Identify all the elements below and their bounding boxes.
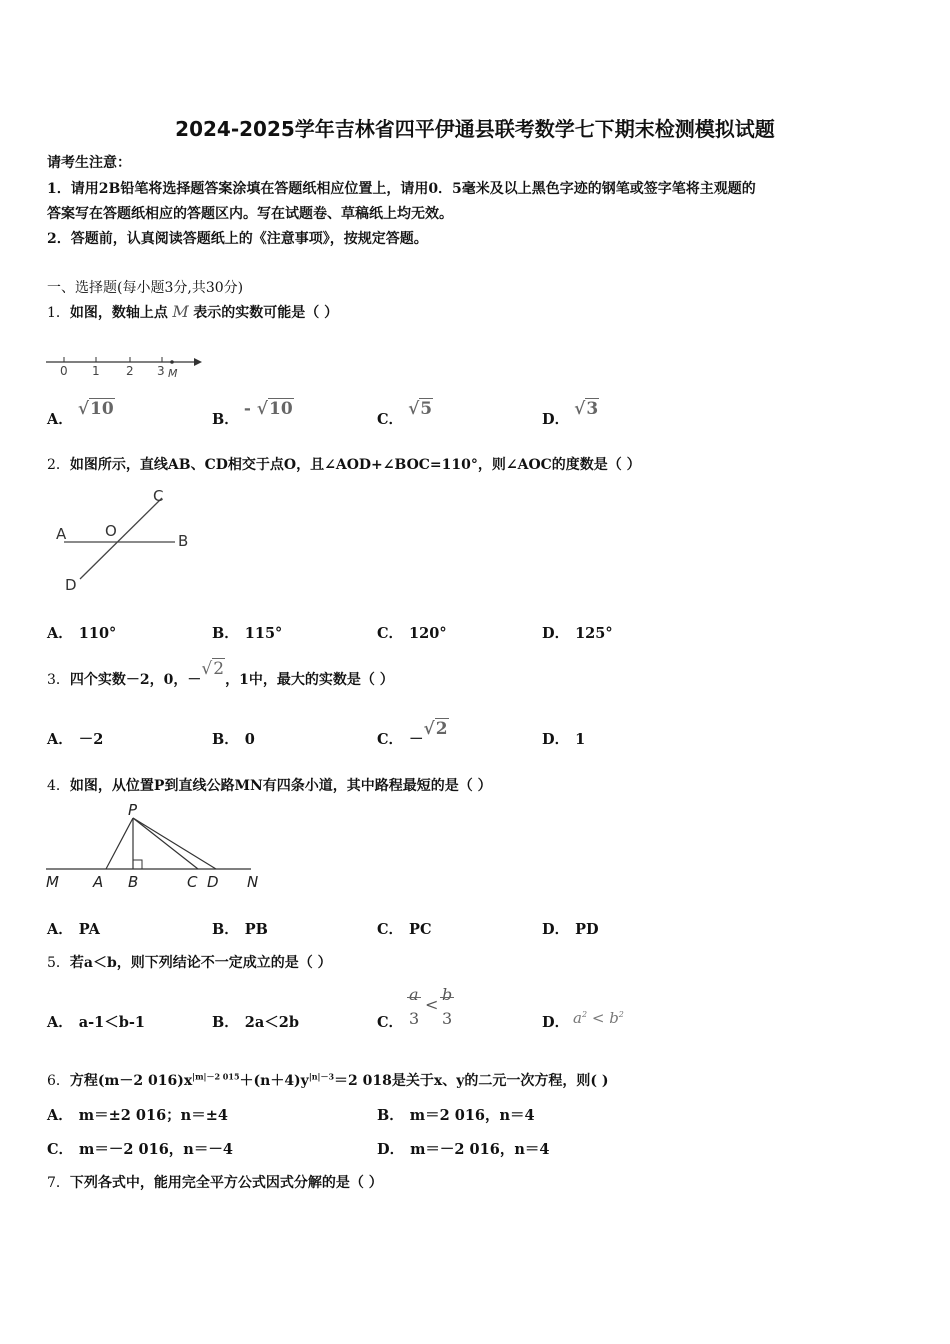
option-value: 115° [244,625,283,642]
line-cd [80,498,162,579]
tick-label: 0 [60,364,68,378]
option-letter: C． [377,1014,404,1031]
number-line-figure [44,352,204,380]
radicand: 5 [420,399,433,419]
notice-heading: 请考生注意： [47,155,131,171]
question-number: 5． [47,955,70,971]
question-text: 表示的实数可能是（ ） [193,305,339,321]
q6-option-a[interactable] [47,1104,228,1125]
label-d: D [207,873,219,891]
question-3 [47,659,394,689]
option-value: PC [409,921,432,938]
option-letter: A． [47,625,73,642]
label-o: O [105,522,117,540]
option-value: 125° [575,625,613,642]
radicand: 2 [435,719,448,739]
fraction-bar [440,997,454,998]
option-letter: A． [47,731,73,748]
option-value: m＝±2 016；n＝±4 [78,1107,228,1124]
option-letter: A． [47,921,73,938]
option-letter: A． [47,1107,73,1124]
label-b: B [178,532,189,550]
denominator: 3 [409,1009,420,1028]
label-c: C [187,873,198,891]
option-letter: B． [212,921,239,938]
q5-option-b[interactable] [212,1011,299,1032]
question-text: 如图，数轴上点 [69,305,168,321]
option-letter: A． [47,1014,73,1031]
q1-option-c[interactable] [377,399,433,429]
page-title: 2024-2025学年吉林省四平伊通县联考数学七下期末检测模拟试题 [175,117,775,141]
tick-label: 1 [92,364,100,378]
q2-option-a[interactable] [47,622,116,643]
less-than-sign: < [425,995,439,1014]
roads-figure [44,800,269,892]
radicand: 3 [586,399,599,419]
question-text: ＋(n＋4)y [239,1073,309,1089]
sqrt-expression: √10 [77,399,114,419]
exponent: |m|－2 015 [192,1071,240,1082]
q4-option-b[interactable] [212,918,268,939]
question-text: ＝2 018是关于x、y的二元一次方程，则( ) [334,1073,609,1089]
variable-m: M [172,302,189,321]
question-text: 如图所示，直线AB、CD相交于点O，且∠AOD+∠BOC=110°，则∠AOC的度数是（ ） [69,457,641,473]
fraction-bar [407,997,421,998]
option-value: m＝2 016，n＝4 [409,1107,535,1124]
q6-option-d[interactable] [377,1138,549,1159]
option-value: m＝－2 016，n＝－4 [79,1141,233,1158]
question-6 [47,1070,608,1090]
q2-option-d[interactable] [542,622,613,643]
q3-option-b[interactable] [212,728,255,749]
question-number: 1． [47,305,70,321]
option-letter: C． [377,921,404,938]
label-n: N [247,873,259,891]
option-value: PD [575,921,599,938]
label-p: P [128,801,138,819]
question-1 [47,302,338,322]
option-letter: C． [377,625,404,642]
q1-option-b[interactable] [212,399,294,429]
q1-option-d[interactable] [542,399,599,429]
right-angle-mark [133,860,142,869]
question-text: 下列各式中，能用完全平方公式因式分解的是（ ） [69,1175,383,1191]
sign: - [243,399,251,419]
option-letter: A． [47,411,73,428]
option-letter: D． [542,731,570,748]
exponent: |n|－3 [308,1071,335,1082]
option-letter: B． [212,731,239,748]
label-c: C [153,487,164,505]
sqrt-expression: √5 [408,399,433,419]
sqrt-expression: √2 [423,719,448,739]
exponent: 2 [581,1010,588,1019]
radicand: 2 [213,659,225,679]
base: a [573,1009,582,1027]
label-d: D [65,576,77,594]
radicand: 10 [90,399,114,419]
power-inequality [573,1009,624,1027]
option-value: a-1＜b-1 [78,1014,146,1031]
q2-option-b[interactable] [212,622,282,643]
question-text: 方程(m－2 016)x [69,1073,193,1089]
option-value: 2a＜2b [244,1014,299,1031]
option-value: 120° [409,625,447,642]
tick-label: 2 [126,364,134,378]
numerator: b [442,985,453,1004]
question-number: 4． [47,778,70,794]
option-letter: B． [212,411,239,428]
q6-option-b[interactable] [377,1104,535,1125]
option-letter: D． [542,1014,570,1031]
less-than-sign: < [591,1009,605,1027]
q5-option-d[interactable] [542,1011,569,1032]
path-pa [106,818,133,869]
q2-option-c[interactable] [377,622,447,643]
base: b [609,1009,619,1027]
point-m [170,360,174,364]
option-value: PB [244,921,268,938]
option-letter: D． [542,625,570,642]
option-letter: D． [542,921,570,938]
option-letter: C． [377,731,404,748]
option-value: 110° [78,625,117,642]
notice-line-2: 2．答题前，认真阅读答题纸上的《注意事项》，按规定答题。 [47,231,428,247]
q4-option-d[interactable] [542,918,599,939]
question-text: 如图，从位置P到直线公路MN有四条小道，其中路程最短的是（ ） [69,778,492,794]
question-text: 若a＜b，则下列结论不一定成立的是（ ） [69,955,332,971]
q3-option-c[interactable] [377,719,449,749]
option-letter: D． [542,411,570,428]
question-number: 6． [47,1073,70,1089]
option-value: m＝－2 016，n＝4 [410,1141,550,1158]
question-number: 2． [47,457,70,473]
question-text: 四个实数－2，0，－ [69,672,202,688]
question-number: 7． [47,1175,70,1191]
q5-option-c[interactable] [377,1011,403,1032]
notice-line-1b: 答案写在答题纸相应的答题区内。写在试题卷、草稿纸上均无效。 [47,206,453,222]
path-pd [133,818,216,869]
exponent: 2 [618,1010,624,1019]
q1-option-a[interactable] [47,399,115,429]
option-value: PA [78,921,100,938]
question-number: 3． [47,672,70,688]
option-letter: C． [377,411,404,428]
option-letter: B． [212,625,239,642]
question-2 [47,454,641,474]
denominator: 3 [442,1009,453,1028]
label-a: A [56,525,67,543]
question-text: ，1中，最大的实数是（ ） [225,672,394,688]
tick-label: 3 [157,364,165,378]
option-value: 0 [244,731,255,748]
question-4 [47,775,492,795]
option-value: 1 [575,731,586,748]
q4-option-c[interactable] [377,918,432,939]
option-letter: B． [377,1107,404,1124]
radicand: 10 [268,399,293,419]
intersecting-lines-figure [50,484,200,594]
option-letter: C． [47,1141,74,1158]
numerator: a [409,985,419,1004]
fraction-inequality [407,985,459,1031]
label-a: A [93,873,104,891]
label-b: B [128,873,139,891]
path-pc [133,818,198,869]
sqrt-expression: - √10 [243,399,293,419]
q5-option-a[interactable] [47,1011,145,1032]
axis-arrow [194,358,202,366]
option-letter: D． [377,1141,405,1158]
q6-option-c[interactable] [47,1138,233,1159]
q4-option-a[interactable] [47,918,100,939]
q3-option-a[interactable] [47,728,103,749]
sqrt-expression: √3 [574,399,599,419]
q3-option-d[interactable] [542,728,585,749]
point-label-m: M [168,367,178,380]
option-value: －2 [78,731,104,748]
notice-line-1a: 1．请用2B铅笔将选择题答案涂填在答题纸相应位置上，请用0．5毫米及以上黑色字迹的钢笔或签字笔将主观题的 [47,181,756,197]
label-m: M [46,873,59,891]
option-letter: B． [212,1014,239,1031]
sqrt-expression: √2 [201,659,225,679]
option-value: － [409,731,424,748]
question-5 [47,952,332,972]
section-heading: 一、选择题(每小题3分,共30分) [47,280,244,296]
question-7 [47,1172,383,1192]
